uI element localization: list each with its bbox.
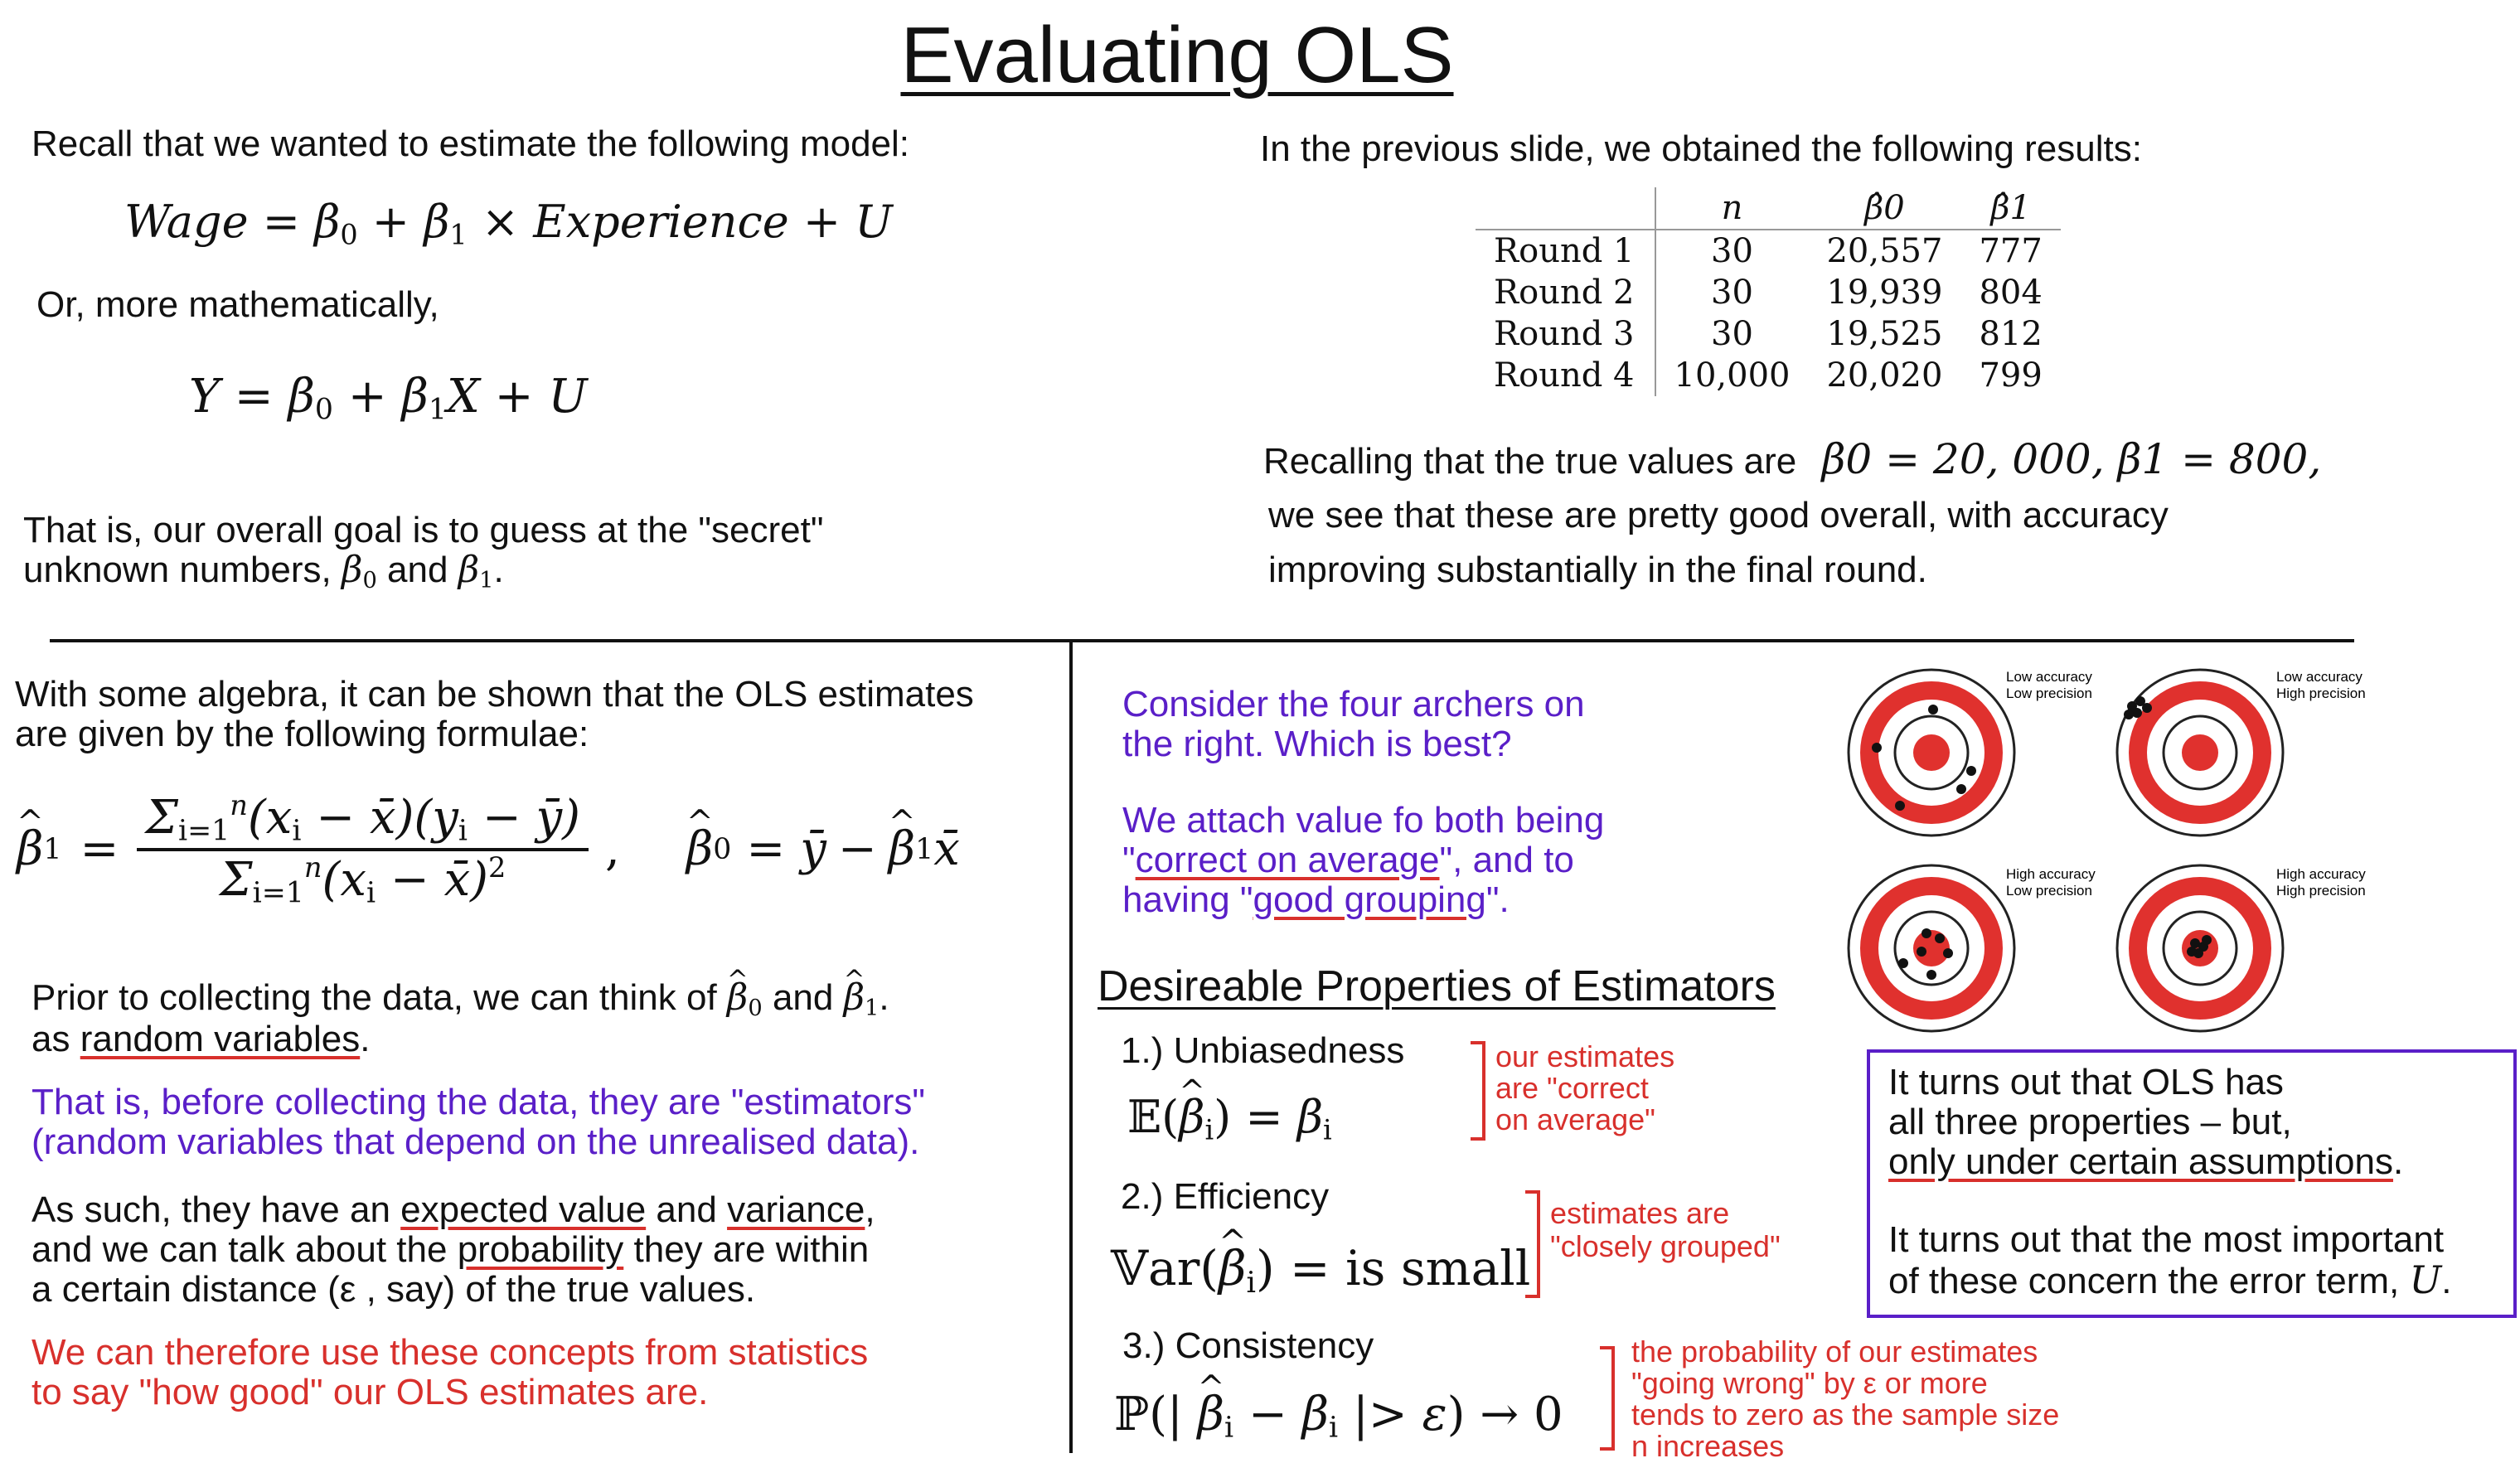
target1-label-1: Low accuracy — [2006, 669, 2092, 685]
target-high-accuracy-low-precision — [1849, 865, 2096, 1031]
attach-text-1: We attach value fo both being — [1122, 800, 1605, 840]
archers-text-1: Consider the four archers on — [1122, 684, 1585, 724]
prior-text-1: Prior to collecting the data, we can think of ^ $\beta_0$ and ^ $\beta_1$. — [32, 978, 889, 1029]
previous-results-text: In the previous slide, we obtained the following results: — [1260, 128, 2142, 169]
math-equation: $Y = \beta_0 + \beta_1X + U$ — [189, 370, 588, 427]
goal-text-1: That is, our overall goal is to guess at the "secret" — [23, 510, 824, 550]
target4-label-2: High precision — [2276, 883, 2366, 899]
or-math-text: Or, more mathematically, — [36, 284, 439, 325]
ols-formulae: ^ β 1 = $\frac{\Sigma_{i=1}^n(x_i - x̄)(y_i - ȳ)}{\Sigma_{i=1}^n(x_i - x̄)^2}$ , ^ β 0 = ȳ − ^ β 1 x̄ — [17, 789, 960, 909]
estimators-text-1: That is, before collecting the data, they are "estimators" — [32, 1082, 925, 1122]
target3-label-1: High accuracy — [2006, 866, 2096, 882]
conclusion-text-5: of these concern the error term, U. — [1888, 1257, 2452, 1302]
variance-term: variance — [727, 1189, 865, 1230]
table-row: Round 4 10,000 20,020 799 — [1476, 355, 2061, 396]
such-text-1: As such, they have an expected value and variance, — [32, 1189, 875, 1230]
true-values: β0 = 20, 000, β1 = 800, — [1821, 435, 2322, 483]
conclusion-text-1: It turns out that OLS has — [1888, 1062, 2284, 1102]
results-table — [1476, 187, 2061, 396]
archery-targets — [1840, 663, 2421, 1044]
consistency-title: 3.) Consistency — [1122, 1325, 1374, 1366]
prior-text-2: as random variables. — [32, 1019, 371, 1059]
conclusion-text-3: only under certain assumptions. — [1888, 1141, 2404, 1182]
random-variables-term: random variables — [80, 1019, 361, 1059]
recalling-text-3: improving substantially in the final round. — [1268, 550, 1927, 590]
results-header-empty — [1476, 187, 1655, 230]
results-header-n: n — [1721, 189, 1743, 227]
properties-heading: Desireable Properties of Estimators — [1098, 962, 1776, 1010]
model-equation: Wage = $\beta_0 + \beta_1$ × Experience + U — [124, 196, 893, 251]
target1-label-2: Low precision — [2006, 685, 2092, 701]
efficiency-equation: 𝕍ar(^ $\beta_i$) = is small — [1111, 1240, 1530, 1300]
recalling-text-2: we see that these are pretty good overall, with accuracy — [1268, 495, 2169, 535]
unbiasedness-note: our estimates are "correct on average" — [1495, 1039, 1675, 1136]
unbiasedness-bracket — [1471, 1041, 1485, 1141]
target3-label-2: Low precision — [2006, 883, 2092, 899]
unbiasedness-equation: 𝔼(^ $\beta_i) = \beta_i$ — [1127, 1091, 1332, 1146]
horizontal-divider — [50, 639, 2354, 642]
results-header-beta0: β̂0 — [1864, 189, 1905, 227]
concepts-text-2: to say "how good" our OLS estimates are. — [32, 1372, 709, 1412]
estimators-text-2: (random variables that depend on the unrealised data). — [32, 1121, 920, 1162]
algebra-text-1: With some algebra, it can be shown that the OLS estimates — [15, 674, 974, 715]
results-header-row — [1476, 187, 2061, 230]
vertical-divider — [1069, 641, 1073, 1453]
attach-text-3: having "good grouping". — [1122, 879, 1510, 920]
recall-text: Recall that we wanted to estimate the following model: — [32, 124, 910, 164]
target4-label-1: High accuracy — [2276, 866, 2366, 882]
attach-text-2: "correct on average", and to — [1122, 840, 1574, 880]
table-row: Round 3 30 19,525 812 — [1476, 313, 2061, 355]
expected-value-term: expected value — [400, 1189, 647, 1230]
concepts-text-1: We can therefore use these concepts from statistics — [32, 1332, 869, 1373]
consistency-bracket — [1600, 1346, 1615, 1451]
efficiency-title: 2.) Efficiency — [1121, 1176, 1330, 1217]
table-row: Round 2 30 19,939 804 — [1476, 272, 2061, 313]
unbiasedness-title: 1.) Unbiasedness — [1121, 1030, 1405, 1071]
target-high-accuracy-high-precision — [2117, 865, 2366, 1031]
goal-text-2: unknown numbers, $\beta_0$ and $\beta_1$. — [23, 549, 504, 593]
target-low-accuracy-high-precision — [2117, 669, 2366, 836]
target-low-accuracy-low-precision — [1849, 669, 2092, 836]
conclusion-text-4: It turns out that the most important — [1888, 1219, 2445, 1260]
correct-on-average-term: correct on average — [1135, 840, 1440, 880]
assumptions-term: only under certain assumptions — [1888, 1141, 2393, 1182]
probability-term: probability — [457, 1229, 624, 1270]
table-row: Round 1 30 20,557 777 — [1476, 230, 2061, 272]
recalling-text: Recalling that the true values are β0 = 20, 000, β1 = 800, — [1263, 435, 2322, 483]
efficiency-bracket — [1525, 1190, 1540, 1298]
efficiency-note: estimates are "closely grouped" — [1550, 1196, 1781, 1263]
efficiency-rhs: is small — [1345, 1240, 1531, 1296]
such-text-3: a certain distance (ε , say) of the true values. — [32, 1269, 756, 1310]
consistency-note: the probability of our estimates "going wrong" by ε or more tends to zero as the sample size n increases — [1631, 1335, 2060, 1463]
archers-text-2: the right. Which is best? — [1122, 724, 1512, 764]
target2-label-1: Low accuracy — [2276, 669, 2362, 685]
such-text-2: and we can talk about the probability they are within — [32, 1229, 870, 1270]
conclusion-text-2: all three properties – but, — [1888, 1102, 2292, 1142]
page-title: Evaluating OLS — [900, 11, 1454, 99]
results-header-beta1: β̂1 — [1990, 189, 2031, 227]
good-grouping-term: good grouping — [1253, 879, 1486, 920]
target2-label-2: High precision — [2276, 685, 2366, 701]
algebra-text-2: are given by the following formulae: — [15, 714, 589, 754]
consistency-equation: ℙ(| ^ $\beta_i - \beta_i$ |> ε) → 0 — [1114, 1388, 1563, 1445]
